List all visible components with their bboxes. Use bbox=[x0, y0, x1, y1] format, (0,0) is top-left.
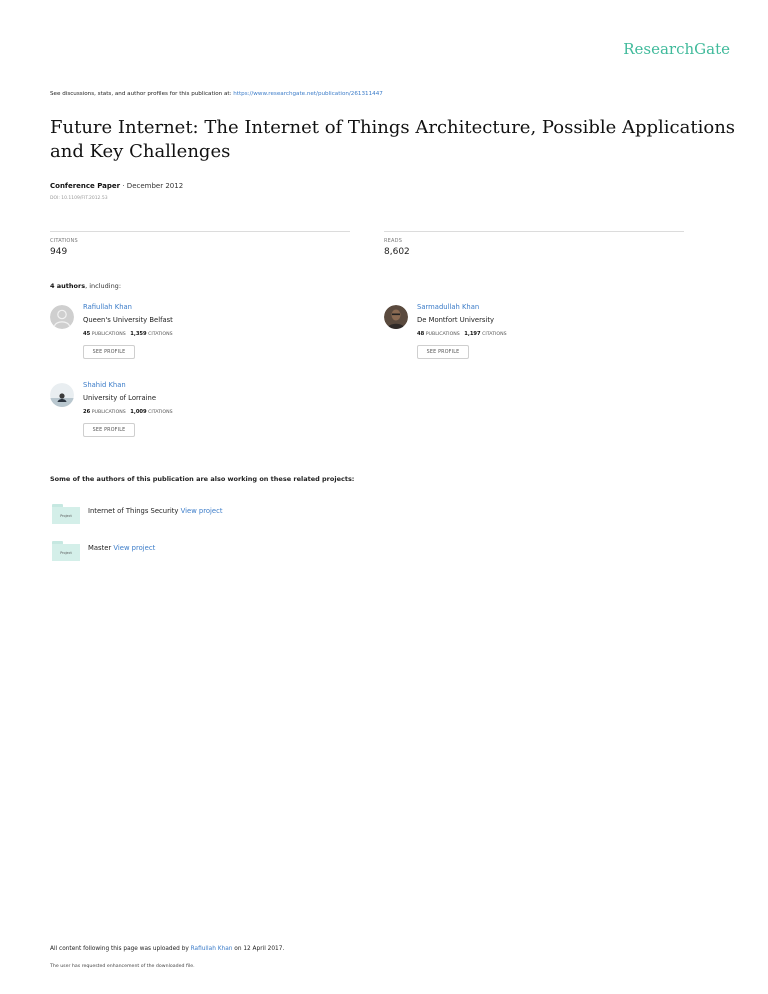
author-institution: De Montfort University bbox=[417, 316, 495, 324]
reads-label: READS bbox=[384, 238, 403, 244]
discussion-text: See discussions, stats, and author profiles for this publication at: bbox=[50, 91, 234, 97]
author-card bbox=[50, 381, 300, 451]
publication-title: Future Internet: The Internet of Things Architecture, Possible Applications and Key Challenges bbox=[50, 117, 736, 162]
publication-url-link[interactable]: https://www.researchgate.net/publication/261311447 bbox=[233, 91, 383, 97]
publications-count: 26 bbox=[83, 409, 91, 415]
publications-label: PUBLICATIONS bbox=[91, 410, 126, 415]
see-profile-button[interactable]: SEE PROFILE bbox=[417, 345, 469, 359]
author-card bbox=[50, 303, 300, 373]
divider bbox=[50, 231, 350, 232]
project-line bbox=[88, 544, 155, 552]
publication-date: · December 2012 bbox=[122, 182, 184, 190]
author-name-link[interactable]: Sarmadullah Khan bbox=[417, 303, 480, 311]
folder-label: Project bbox=[52, 544, 80, 561]
uploader-link[interactable]: Rafiullah Khan bbox=[190, 946, 233, 952]
author-stats bbox=[417, 331, 507, 337]
project-name: Internet of Things Security bbox=[88, 507, 179, 515]
author-name-link[interactable]: Shahid Khan bbox=[83, 381, 126, 389]
author-stats bbox=[83, 409, 173, 415]
see-profile-button[interactable]: SEE PROFILE bbox=[83, 423, 135, 437]
enhancement-note: The user has requested enhancement of the downloaded file. bbox=[50, 964, 195, 969]
authors-including: , including: bbox=[85, 282, 122, 290]
default-avatar-icon[interactable] bbox=[50, 305, 74, 329]
photo-avatar[interactable] bbox=[50, 383, 74, 407]
folder-label: Project bbox=[52, 507, 80, 524]
citations-label: CITATIONS bbox=[148, 410, 173, 415]
publication-type: Conference Paper bbox=[50, 182, 121, 190]
publication-info bbox=[50, 182, 183, 190]
doi: DOI: 10.1109/FIT.2012.53 bbox=[50, 196, 108, 201]
citations-label: CITATIONS bbox=[148, 332, 173, 337]
author-name-link[interactable]: Rafiullah Khan bbox=[83, 303, 132, 311]
author-stats bbox=[83, 331, 173, 337]
upload-date: on 12 April 2017. bbox=[232, 946, 285, 952]
project-line bbox=[88, 507, 223, 515]
authors-heading bbox=[50, 282, 121, 290]
view-project-link[interactable]: View project bbox=[180, 507, 223, 515]
citations-count: 1,359 bbox=[130, 331, 147, 337]
discussion-line bbox=[50, 91, 383, 97]
project-item bbox=[50, 502, 450, 526]
see-profile-button[interactable]: SEE PROFILE bbox=[83, 345, 135, 359]
publications-count: 45 bbox=[83, 331, 91, 337]
upload-prefix: All content following this page was uploaded by bbox=[50, 946, 191, 952]
related-projects-heading: Some of the authors of this publication are also working on these related projects: bbox=[50, 475, 355, 483]
photo-avatar[interactable] bbox=[384, 305, 408, 329]
view-project-link[interactable]: View project bbox=[113, 544, 156, 552]
project-name: Master bbox=[88, 544, 112, 552]
citations-label: CITATIONS bbox=[50, 238, 78, 244]
researchgate-logo[interactable]: ResearchGate bbox=[623, 40, 730, 58]
citations-label: CITATIONS bbox=[482, 332, 507, 337]
project-folder-icon bbox=[52, 504, 80, 524]
project-folder-icon bbox=[52, 541, 80, 561]
reads-count: 8,602 bbox=[384, 247, 410, 257]
author-institution: Queen's University Belfast bbox=[83, 316, 173, 324]
citations-count: 949 bbox=[50, 247, 68, 257]
author-card bbox=[384, 303, 634, 373]
authors-count: 4 authors bbox=[50, 282, 86, 290]
publications-label: PUBLICATIONS bbox=[425, 332, 460, 337]
publications-label: PUBLICATIONS bbox=[91, 332, 126, 337]
author-institution: University of Lorraine bbox=[83, 394, 156, 402]
citations-count: 1,009 bbox=[130, 409, 147, 415]
publications-count: 48 bbox=[417, 331, 425, 337]
divider bbox=[384, 231, 684, 232]
citations-count: 1,197 bbox=[464, 331, 481, 337]
project-item bbox=[50, 539, 450, 563]
upload-info bbox=[50, 946, 284, 952]
